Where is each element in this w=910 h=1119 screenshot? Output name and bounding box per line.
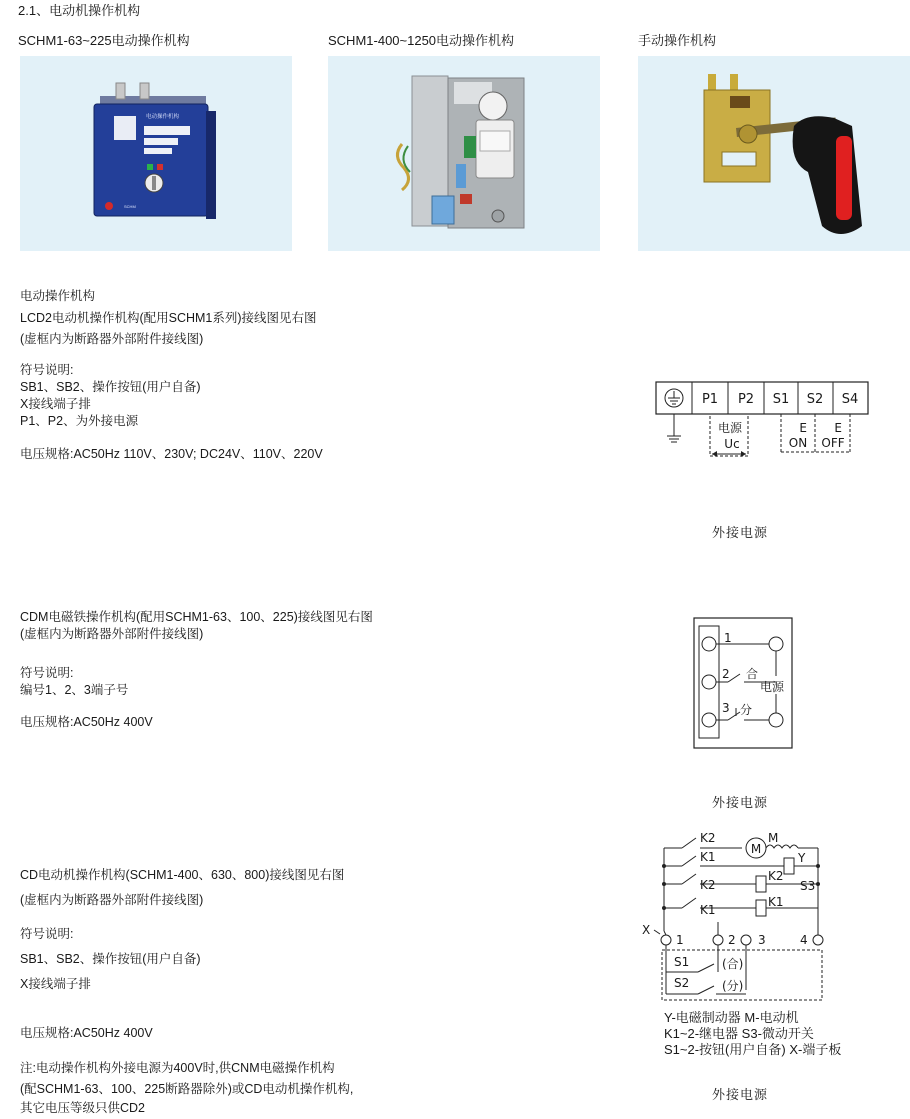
svg-text:SCHM: SCHM bbox=[124, 204, 136, 209]
block2-voltage: 电压规格:AC50Hz 400V bbox=[20, 715, 153, 729]
x-label: X bbox=[642, 923, 651, 937]
svg-text:电动操作机构: 电动操作机构 bbox=[146, 114, 180, 120]
k2-label: K2 bbox=[700, 831, 716, 845]
m-label: M bbox=[750, 842, 762, 856]
block3-line: SB1、SB2、操作按钮(用户自备) bbox=[20, 952, 201, 966]
terminal-2-label: 2 bbox=[722, 667, 730, 681]
s2-open-label: (分) bbox=[722, 979, 744, 993]
product-photo-3 bbox=[638, 56, 910, 251]
s1-label: S1 bbox=[674, 955, 690, 969]
terminal-label: P2 bbox=[737, 392, 755, 407]
block3-note: 注:电动操作机构外接电源为400V时,供CNM电磁操作机构 bbox=[20, 1061, 335, 1075]
legend-line: S1~2-按钮(用户自备) X-端子板 bbox=[664, 1042, 842, 1057]
e-label-on: E bbox=[799, 421, 807, 435]
product-caption-1: SCHM1-63~225电动操作机构 bbox=[18, 33, 190, 48]
block1-line: (虚框内为断路器外部附件接线图) bbox=[20, 332, 204, 346]
block1-line: X接线端子排 bbox=[20, 397, 91, 411]
legend-line: K1~2-继电器 S3-微动开关 bbox=[664, 1026, 814, 1041]
block3-line: X接线端子排 bbox=[20, 977, 91, 991]
product-caption-3: 手动操作机构 bbox=[638, 33, 717, 48]
y-label: Y bbox=[798, 851, 806, 865]
terminal-label: P1 bbox=[701, 392, 719, 407]
cd-wiring-diagram bbox=[640, 826, 880, 1006]
k1-contact-label: K1 bbox=[768, 895, 784, 909]
block3-note: (配SCHM1-63、100、225断路器除外)或CD电动机操作机构, bbox=[20, 1082, 354, 1096]
s2-label: S2 bbox=[674, 976, 690, 990]
block3-voltage: 电压规格:AC50Hz 400V bbox=[20, 1026, 153, 1040]
terminal-1-label: 1 bbox=[676, 933, 684, 947]
product-caption-2: SCHM1-400~1250电动操作机构 bbox=[328, 33, 515, 48]
terminal-label: S4 bbox=[841, 392, 859, 407]
diagram2-caption: 外接电源 bbox=[712, 795, 769, 810]
terminal-2-label: 2 bbox=[728, 933, 736, 947]
block2-line: 符号说明: bbox=[20, 666, 74, 680]
terminal-3-label: 3 bbox=[722, 701, 730, 715]
k2-coil-label: K2 bbox=[700, 878, 716, 892]
power-label: 电源 bbox=[760, 680, 785, 694]
block1-voltage: 电压规格:AC50Hz 110V、230V; DC24V、110V、220V bbox=[20, 447, 323, 461]
close-label: 合 bbox=[746, 667, 759, 681]
block3-line: CD电动机操作机构(SCHM1-400、630、800)接线图见右图 bbox=[20, 868, 345, 882]
block3-note: 其它电压等级只供CD2 bbox=[20, 1101, 146, 1115]
block1-heading: 电动操作机构 bbox=[20, 289, 96, 303]
terminal-label: S1 bbox=[772, 392, 790, 407]
terminal-label: S2 bbox=[806, 392, 824, 407]
power-label: 电源 bbox=[717, 421, 743, 435]
block1-line: P1、P2、为外接电源 bbox=[20, 414, 139, 428]
legend-line: Y-电磁制动器 M-电动机 bbox=[664, 1010, 799, 1025]
block1-line: LCD2电动机操作机构(配用SCHM1系列)接线图见右图 bbox=[20, 311, 317, 325]
section-title: 2.1、电动机操作机构 bbox=[18, 3, 141, 18]
terminal-3-label: 3 bbox=[758, 933, 766, 947]
block3-line: 符号说明: bbox=[20, 927, 74, 941]
block1-line: 符号说明: bbox=[20, 363, 74, 377]
uc-label: Uc bbox=[724, 437, 740, 451]
terminal-4-label: 4 bbox=[800, 933, 808, 947]
ground-icon bbox=[665, 389, 683, 442]
k1-label: K1 bbox=[700, 850, 716, 864]
s3-label: S3 bbox=[800, 879, 816, 893]
m-coil-label: M bbox=[768, 831, 779, 845]
off-label: OFF bbox=[821, 436, 845, 450]
product-photo-1 bbox=[20, 56, 292, 251]
block3-line: (虚框内为断路器外部附件接线图) bbox=[20, 893, 204, 907]
product-photo-2 bbox=[328, 56, 600, 251]
e-label-off: E bbox=[834, 421, 842, 435]
block2-line: (虚框内为断路器外部附件接线图) bbox=[20, 627, 204, 641]
block1-line: SB1、SB2、操作按钮(用户自备) bbox=[20, 380, 201, 394]
diagram1-caption: 外接电源 bbox=[712, 525, 769, 540]
lcd2-wiring-diagram bbox=[650, 378, 880, 473]
block2-line: 编号1、2、3端子号 bbox=[20, 683, 129, 697]
s1-close-label: (合) bbox=[722, 957, 744, 971]
k2-contact-label: K2 bbox=[768, 869, 784, 883]
on-label: ON bbox=[788, 436, 808, 450]
cdm-wiring-diagram bbox=[690, 614, 796, 752]
block2-line: CDM电磁铁操作机构(配用SCHM1-63、100、225)接线图见右图 bbox=[20, 610, 373, 624]
terminal-1-label: 1 bbox=[724, 631, 732, 645]
k1-coil-label: K1 bbox=[700, 903, 716, 917]
diagram3-caption: 外接电源 bbox=[712, 1087, 769, 1102]
open-label: 分 bbox=[740, 703, 753, 717]
